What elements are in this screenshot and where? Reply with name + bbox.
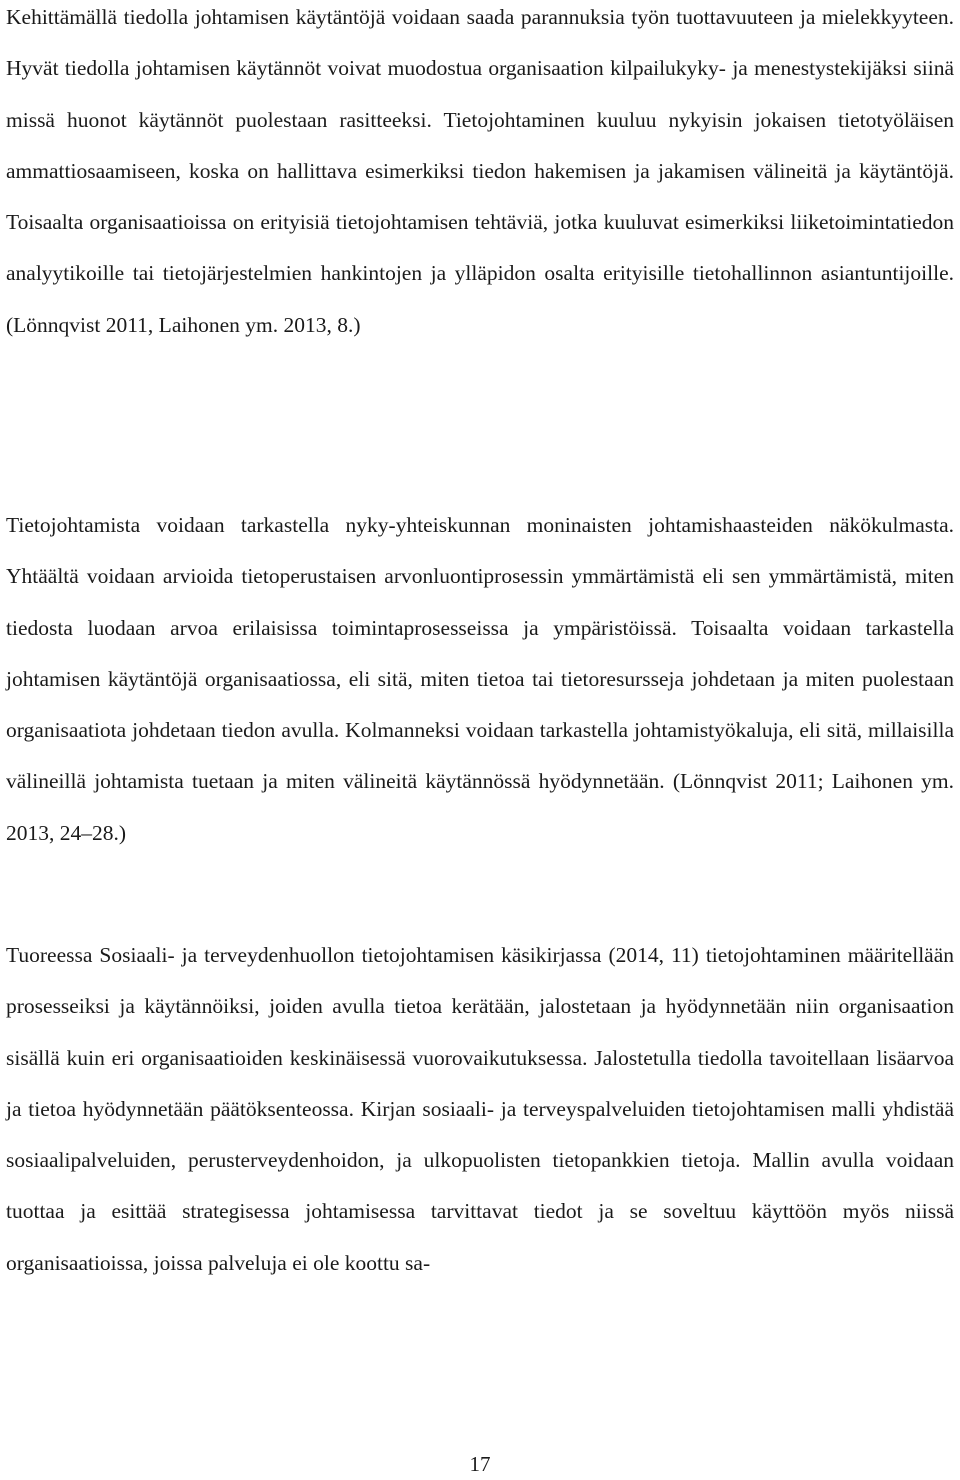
- paragraph-management-challenges: Tietojohtamista voidaan tarkastella nyky-yhteiskunnan moninaisten johtamishaasteiden näkökulmasta. Yhtäältä voidaan arvioida tietoperustaisen arvonluontiprosessin ymmärtämistä eli sen ymmärtämistä, miten tiedosta luodaan arvoa erilaisissa toimintaprosesseissa ja ympäristöissä. Toisaalta voidaan tarkastella johtamisen käytäntöjä organisaatiossa, eli sitä, miten tietoa tai tietoresursseja johdetaan ja miten puolestaan organisaatiota johdetaan tiedon avulla. Kolmanneksi voidaan tarkastella johtamistyökaluja, eli sitä, millaisilla välineillä johtamista tuetaan ja miten välineitä käytännössä hyödynnetään. (Lönnqvist 2011; Laihonen ym. 2013, 24–28.): [6, 513, 954, 845]
- paragraph-knowledge-management-practices: Kehittämällä tiedolla johtamisen käytäntöjä voidaan saada parannuksia työn tuottavuuteen ja mielekkyyteen. Hyvät tiedolla johtamisen käytännöt voivat muodostua organisaation kilpailukyky- ja menestystekijäksi siinä missä huonot käytännöt puolestaan rasitteeksi. Tietojohtaminen kuuluu nykyisin jokaisen tietotyöläisen ammattiosaamiseen, koska on hallittava esimerkiksi tiedon hakemisen ja jakamisen välineitä ja käytäntöjä. Toisaalta organisaatioissa on erityisiä tietojohtamisen tehtäviä, jotka kuuluvat esimerkiksi liiketoimintatiedon analyytikoille tai tietojärjestelmien hankintojen ja ylläpidon osalta erityisille tietohallinnon asiantuntijoille. (Lönnqvist 2011, Laihonen ym. 2013, 8.): [6, 5, 954, 337]
- page-number: 17: [469, 1452, 491, 1476]
- paragraph-handbook-definition: Tuoreessa Sosiaali- ja terveydenhuollon tietojohtamisen käsikirjassa (2014, 11) tietojohtaminen määritellään prosesseiksi ja käytännöiksi, joiden avulla tietoa kerätään, jalostetaan ja hyödynnetään niin organisaation sisällä kuin eri organisaatioiden keskinäisessä vuorovaikutuksessa. Jalostetulla tiedolla tavoitellaan lisäarvoa ja tietoa hyödynnetään päätöksenteossa. Kirjan sosiaali- ja terveyspalveluiden tietojohtamisen malli yhdistää sosiaalipalveluiden, perusterveydenhoidon, ja ulkopuolisten tietopankkien tietoja. Mallin avulla voidaan tuottaa ja esittää strategisessa johtamisessa tarvittavat tiedot ja se soveltuu käyttöön myös niissä organisaatioissa, joissa palveluja ei ole koottu sa-: [6, 943, 954, 1275]
